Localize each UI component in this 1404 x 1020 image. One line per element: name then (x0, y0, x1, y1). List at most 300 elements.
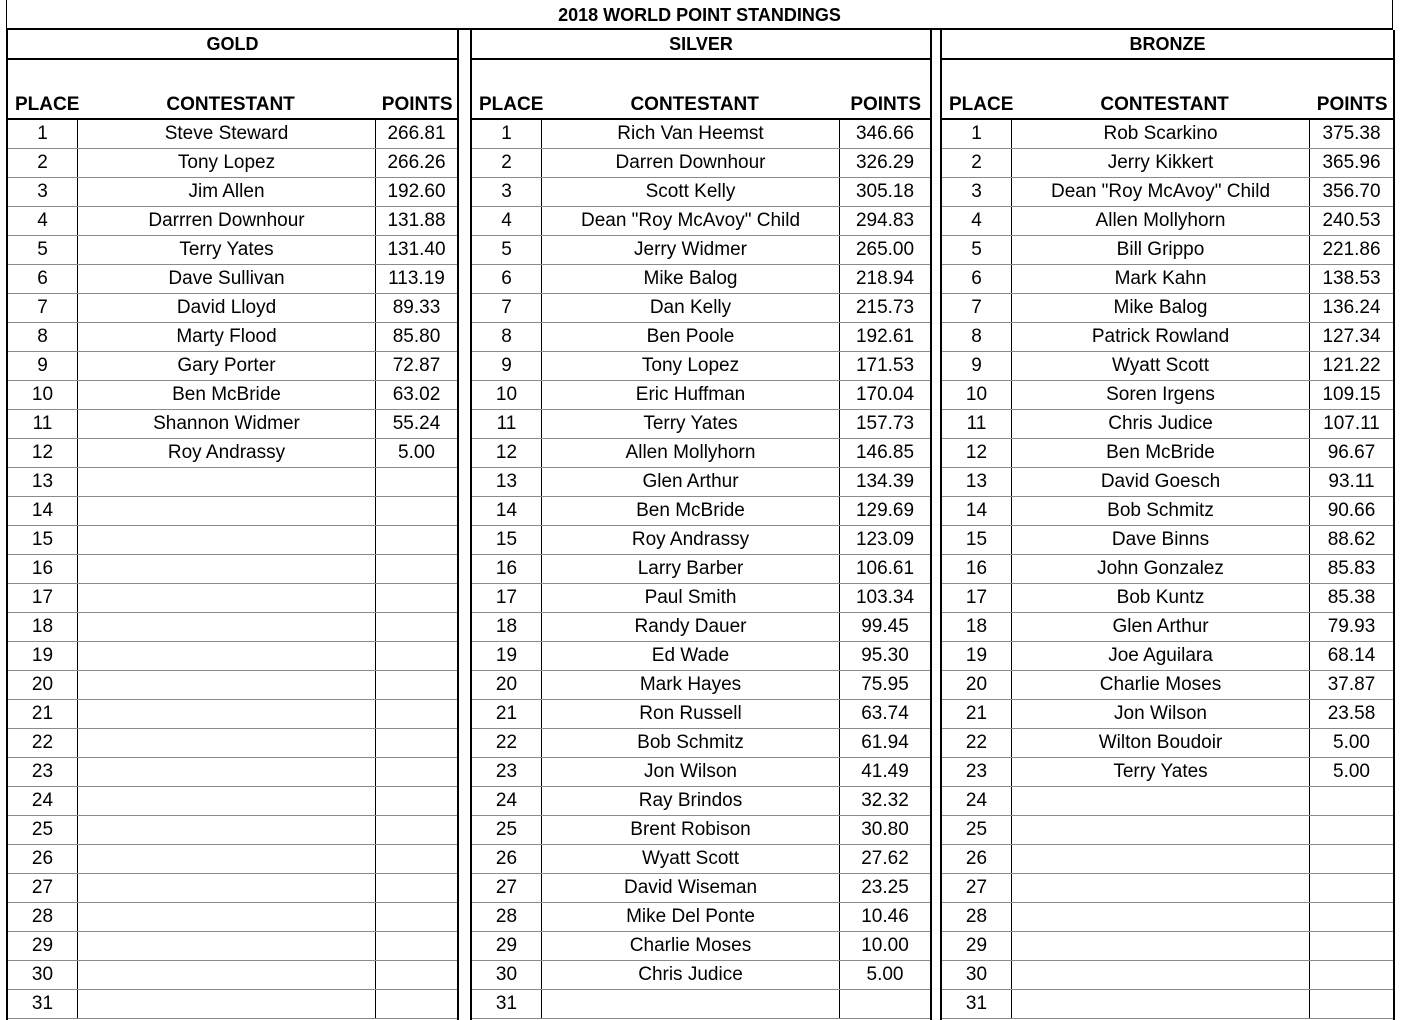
contestant-cell (78, 526, 376, 554)
place-cell: 3 (472, 178, 542, 206)
points-cell (376, 961, 457, 989)
contestant-cell (1012, 874, 1310, 902)
contestant-cell: Paul Smith (542, 584, 840, 612)
table-row (472, 352, 930, 381)
contestant-cell: Tony Lopez (78, 149, 376, 177)
place-cell: 21 (472, 700, 542, 728)
points-cell (376, 584, 457, 612)
table-row (8, 120, 457, 149)
place-cell: 22 (8, 729, 78, 757)
points-cell: 55.24 (392, 413, 441, 434)
contestant-cell: Allen Mollyhorn (542, 439, 840, 467)
table-row (472, 613, 930, 642)
place-cell: 4 (942, 207, 1012, 235)
table-row (8, 265, 457, 294)
place-cell: 31 (942, 990, 1012, 1018)
points-cell: 146.85 (855, 442, 915, 463)
place-cell: 6 (8, 265, 78, 293)
contestant-cell (78, 874, 376, 902)
table-row (942, 642, 1393, 671)
points-cell: 170.04 (855, 384, 915, 405)
contestant-cell: Ron Russell (542, 700, 840, 728)
contestant-cell: Tony Lopez (542, 352, 840, 380)
points-cell: 30.80 (861, 819, 909, 840)
place-cell: 28 (942, 903, 1012, 931)
contestant-cell: Dean "Roy McAvoy" Child (542, 207, 840, 235)
place-cell: 22 (472, 729, 542, 757)
points-cell: 75.95 (861, 674, 909, 695)
table-row (942, 236, 1393, 265)
place-cell: 13 (942, 468, 1012, 496)
points-cell: 41.49 (861, 761, 909, 782)
place-cell: 14 (472, 497, 542, 525)
table-row (942, 265, 1393, 294)
table-row (472, 526, 930, 555)
points-cell (1310, 787, 1393, 815)
contestant-cell: Mark Hayes (542, 671, 840, 699)
contestant-cell: Ed Wade (542, 642, 840, 670)
silver-rows (472, 120, 930, 1019)
column-header-points: POINTS (850, 94, 922, 115)
place-cell: 6 (942, 265, 1012, 293)
contestant-cell: Dan Kelly (542, 294, 840, 322)
place-cell: 13 (472, 468, 542, 496)
table-row (942, 497, 1393, 526)
points-cell: 5.00 (398, 442, 435, 463)
contestant-cell: Dean "Roy McAvoy" Child (1012, 178, 1310, 206)
table-row (8, 526, 457, 555)
place-cell: 18 (472, 613, 542, 641)
bronze-heading: BRONZE (942, 30, 1393, 60)
table-row (942, 671, 1393, 700)
table-row (472, 323, 930, 352)
place-cell: 22 (942, 729, 1012, 757)
table-row (8, 468, 457, 497)
place-cell: 21 (8, 700, 78, 728)
place-cell: 25 (8, 816, 78, 844)
contestant-cell (78, 990, 376, 1018)
contestant-cell: Jim Allen (78, 178, 376, 206)
place-cell: 7 (472, 294, 542, 322)
points-cell (376, 497, 457, 525)
contestant-cell (78, 903, 376, 931)
column-header-contestant: CONTESTANT (166, 94, 295, 115)
table-row (8, 497, 457, 526)
table-row (942, 932, 1393, 961)
contestant-cell: Darren Downhour (542, 149, 840, 177)
table-row (472, 207, 930, 236)
table-row (472, 410, 930, 439)
place-cell: 20 (942, 671, 1012, 699)
points-cell: 123.09 (855, 529, 915, 550)
table-row (472, 874, 930, 903)
place-cell: 2 (8, 149, 78, 177)
contestant-cell: Bob Kuntz (1012, 584, 1310, 612)
points-cell: 10.00 (861, 935, 909, 956)
table-row (472, 758, 930, 787)
points-cell: 356.70 (1322, 181, 1381, 202)
table-row (942, 410, 1393, 439)
table-row (8, 903, 457, 932)
contestant-cell: Ray Brindos (542, 787, 840, 815)
column-header-place: PLACE (479, 94, 544, 115)
place-cell: 21 (942, 700, 1012, 728)
table-row (472, 497, 930, 526)
place-cell: 9 (472, 352, 542, 380)
place-cell: 3 (8, 178, 78, 206)
table-row (942, 729, 1393, 758)
place-cell: 25 (472, 816, 542, 844)
points-cell: 106.61 (855, 558, 915, 579)
place-cell: 11 (472, 410, 542, 438)
bronze-standings-table (940, 30, 1395, 1020)
place-cell: 26 (472, 845, 542, 873)
points-cell: 72.87 (392, 355, 441, 376)
points-cell: 85.38 (1327, 587, 1376, 608)
table-row (472, 468, 930, 497)
points-cell (1310, 932, 1393, 960)
contestant-cell: Marty Flood (78, 323, 376, 351)
points-cell: 85.80 (392, 326, 441, 347)
points-cell: 266.81 (387, 123, 446, 144)
place-cell: 29 (942, 932, 1012, 960)
contestant-cell (78, 845, 376, 873)
place-cell: 23 (472, 758, 542, 786)
contestant-cell: Allen Mollyhorn (1012, 207, 1310, 235)
points-cell (1310, 874, 1393, 902)
table-row (8, 874, 457, 903)
points-cell: 109.15 (1322, 384, 1381, 405)
place-cell: 2 (472, 149, 542, 177)
contestant-cell (78, 671, 376, 699)
column-header-place: PLACE (949, 94, 1014, 115)
points-cell: 136.24 (1322, 297, 1381, 318)
place-cell: 9 (8, 352, 78, 380)
points-cell: 240.53 (1322, 210, 1381, 231)
contestant-cell (542, 990, 840, 1018)
table-row (472, 439, 930, 468)
place-cell: 27 (472, 874, 542, 902)
place-cell: 24 (942, 787, 1012, 815)
silver-column-headers (472, 60, 930, 120)
column-header-contestant: CONTESTANT (630, 94, 759, 115)
table-row (472, 787, 930, 816)
table-row (942, 700, 1393, 729)
points-cell: 218.94 (855, 268, 915, 289)
points-cell (376, 613, 457, 641)
place-cell: 12 (942, 439, 1012, 467)
table-row (8, 613, 457, 642)
contestant-cell: Mike Del Ponte (542, 903, 840, 931)
contestant-cell: Chris Judice (542, 961, 840, 989)
table-row (942, 990, 1393, 1019)
place-cell: 23 (942, 758, 1012, 786)
table-row (472, 294, 930, 323)
contestant-cell (1012, 961, 1310, 989)
points-cell: 113.19 (388, 268, 445, 289)
points-cell: 99.45 (861, 616, 909, 637)
points-cell: 221.86 (1322, 239, 1381, 260)
place-cell: 5 (942, 236, 1012, 264)
table-row (472, 961, 930, 990)
place-cell: 8 (942, 323, 1012, 351)
table-row (942, 352, 1393, 381)
points-cell: 32.32 (861, 790, 909, 811)
gold-rows (8, 120, 457, 1019)
table-row (942, 903, 1393, 932)
table-row (472, 120, 930, 149)
contestant-cell: Roy Andrassy (78, 439, 376, 467)
contestant-cell: Glen Arthur (1012, 613, 1310, 641)
contestant-cell: Randy Dauer (542, 613, 840, 641)
place-cell: 10 (942, 381, 1012, 409)
contestant-cell: Charlie Moses (1012, 671, 1310, 699)
contestant-cell (78, 787, 376, 815)
place-cell: 1 (942, 120, 1012, 148)
points-cell: 27.62 (861, 848, 909, 869)
points-cell (376, 526, 457, 554)
table-row (942, 149, 1393, 178)
table-row (8, 236, 457, 265)
points-cell: 23.25 (861, 877, 909, 898)
place-cell: 14 (8, 497, 78, 525)
contestant-cell: Ben McBride (542, 497, 840, 525)
page-title: 2018 WORLD POINT STANDINGS (6, 0, 1393, 30)
table-row (8, 816, 457, 845)
place-cell: 16 (472, 555, 542, 583)
place-cell: 7 (942, 294, 1012, 322)
points-cell (376, 729, 457, 757)
place-cell: 26 (8, 845, 78, 873)
contestant-cell (78, 584, 376, 612)
table-row (942, 555, 1393, 584)
bronze-column-headers (942, 60, 1393, 120)
points-cell: 63.74 (861, 703, 909, 724)
table-row (472, 990, 930, 1019)
contestant-cell: Rich Van Heemst (542, 120, 840, 148)
contestant-cell: Ben McBride (1012, 439, 1310, 467)
contestant-cell: Mark Kahn (1012, 265, 1310, 293)
place-cell: 11 (8, 410, 78, 438)
table-row (8, 990, 457, 1019)
place-cell: 17 (472, 584, 542, 612)
table-row (8, 845, 457, 874)
contestant-cell: Bill Grippo (1012, 236, 1310, 264)
points-cell (1310, 961, 1393, 989)
place-cell: 16 (8, 555, 78, 583)
place-cell: 12 (8, 439, 78, 467)
points-cell (376, 816, 457, 844)
place-cell: 20 (8, 671, 78, 699)
contestant-cell: David Goesch (1012, 468, 1310, 496)
table-row (942, 816, 1393, 845)
points-cell (840, 990, 930, 1018)
place-cell: 25 (942, 816, 1012, 844)
bronze-rows (942, 120, 1393, 1019)
contestant-cell: David Lloyd (78, 294, 376, 322)
table-row (8, 294, 457, 323)
table-row (942, 323, 1393, 352)
points-cell: 131.40 (387, 239, 446, 260)
table-row (472, 816, 930, 845)
place-cell: 30 (472, 961, 542, 989)
contestant-cell: Jerry Kikkert (1012, 149, 1310, 177)
place-cell: 12 (472, 439, 542, 467)
contestant-cell: Soren Irgens (1012, 381, 1310, 409)
points-cell: 375.38 (1322, 123, 1381, 144)
table-row (472, 700, 930, 729)
contestant-cell: Scott Kelly (542, 178, 840, 206)
table-row (472, 671, 930, 700)
place-cell: 17 (8, 584, 78, 612)
contestant-cell: David Wiseman (542, 874, 840, 902)
points-cell: 95.30 (861, 645, 909, 666)
place-cell: 23 (8, 758, 78, 786)
points-cell: 89.33 (392, 297, 441, 318)
place-cell: 18 (8, 613, 78, 641)
table-row (942, 207, 1393, 236)
table-row (8, 178, 457, 207)
column-header-contestant: CONTESTANT (1100, 94, 1229, 115)
contestant-cell (1012, 787, 1310, 815)
table-row (8, 381, 457, 410)
contestant-cell: Glen Arthur (542, 468, 840, 496)
contestant-cell: Roy Andrassy (542, 526, 840, 554)
table-row (8, 410, 457, 439)
points-cell (376, 787, 457, 815)
silver-heading: SILVER (472, 30, 930, 60)
place-cell: 1 (8, 120, 78, 148)
points-cell: 305.18 (855, 181, 915, 202)
table-row (942, 468, 1393, 497)
contestant-cell: Terry Yates (1012, 758, 1310, 786)
points-cell: 265.00 (855, 239, 915, 260)
contestant-cell: Gary Porter (78, 352, 376, 380)
points-cell (376, 990, 457, 1018)
contestant-cell (78, 700, 376, 728)
table-row (942, 584, 1393, 613)
table-row (472, 149, 930, 178)
table-row (8, 584, 457, 613)
contestant-cell: Dave Sullivan (78, 265, 376, 293)
points-cell: 103.34 (855, 587, 915, 608)
points-cell (1310, 816, 1393, 844)
points-cell: 5.00 (1333, 732, 1370, 753)
contestant-cell: Jon Wilson (1012, 700, 1310, 728)
contestant-cell: Brent Robison (542, 816, 840, 844)
place-cell: 5 (472, 236, 542, 264)
points-cell (376, 874, 457, 902)
table-row (8, 700, 457, 729)
contestant-cell: Larry Barber (542, 555, 840, 583)
points-cell: 85.83 (1327, 558, 1376, 579)
points-cell (376, 468, 457, 496)
contestant-cell: Terry Yates (78, 236, 376, 264)
contestant-cell: Terry Yates (542, 410, 840, 438)
table-row (8, 439, 457, 468)
place-cell: 19 (942, 642, 1012, 670)
table-row (472, 932, 930, 961)
column-header-points: POINTS (1316, 94, 1388, 115)
place-cell: 2 (942, 149, 1012, 177)
place-cell: 29 (472, 932, 542, 960)
points-cell: 93.11 (1328, 471, 1375, 492)
points-cell: 23.58 (1327, 703, 1376, 724)
table-row (8, 729, 457, 758)
table-row (472, 265, 930, 294)
table-row (942, 845, 1393, 874)
contestant-cell: Rob Scarkino (1012, 120, 1310, 148)
place-cell: 17 (942, 584, 1012, 612)
contestant-cell: Shannon Widmer (78, 410, 376, 438)
table-row (942, 381, 1393, 410)
table-row (472, 381, 930, 410)
table-row (8, 555, 457, 584)
points-cell: 5.00 (1333, 761, 1370, 782)
contestant-cell (78, 613, 376, 641)
points-cell (376, 671, 457, 699)
place-cell: 7 (8, 294, 78, 322)
table-row (8, 149, 457, 178)
contestant-cell: Patrick Rowland (1012, 323, 1310, 351)
place-cell: 10 (8, 381, 78, 409)
contestant-cell: Steve Steward (78, 120, 376, 148)
contestant-cell (78, 555, 376, 583)
place-cell: 14 (942, 497, 1012, 525)
contestant-cell: Bob Schmitz (542, 729, 840, 757)
place-cell: 20 (472, 671, 542, 699)
place-cell: 8 (8, 323, 78, 351)
contestant-cell: Bob Schmitz (1012, 497, 1310, 525)
contestant-cell: Wyatt Scott (1012, 352, 1310, 380)
table-row (942, 178, 1393, 207)
table-row (8, 323, 457, 352)
points-cell: 107.11 (1323, 413, 1380, 434)
place-cell: 3 (942, 178, 1012, 206)
contestant-cell: Eric Huffman (542, 381, 840, 409)
points-cell (376, 845, 457, 873)
points-cell (376, 555, 457, 583)
contestant-cell: Mike Balog (542, 265, 840, 293)
contestant-cell: John Gonzalez (1012, 555, 1310, 583)
contestant-cell (78, 816, 376, 844)
place-cell: 9 (942, 352, 1012, 380)
points-cell: 10.46 (861, 906, 909, 927)
points-cell: 63.02 (392, 384, 441, 405)
table-row (8, 932, 457, 961)
table-row (8, 961, 457, 990)
points-cell: 134.39 (855, 471, 915, 492)
place-cell: 19 (8, 642, 78, 670)
contestant-cell: Jon Wilson (542, 758, 840, 786)
place-cell: 10 (472, 381, 542, 409)
place-cell: 30 (8, 961, 78, 989)
points-cell: 96.67 (1327, 442, 1376, 463)
contestant-cell (78, 729, 376, 757)
table-row (472, 903, 930, 932)
points-cell: 121.22 (1322, 355, 1381, 376)
place-cell: 18 (942, 613, 1012, 641)
contestant-cell (1012, 845, 1310, 873)
place-cell: 8 (472, 323, 542, 351)
contestant-cell: Ben Poole (542, 323, 840, 351)
gold-column-headers (8, 60, 457, 120)
points-cell: 157.73 (855, 413, 915, 434)
table-row (942, 613, 1393, 642)
points-cell: 171.53 (855, 355, 915, 376)
place-cell: 29 (8, 932, 78, 960)
points-cell: 131.88 (387, 210, 446, 231)
